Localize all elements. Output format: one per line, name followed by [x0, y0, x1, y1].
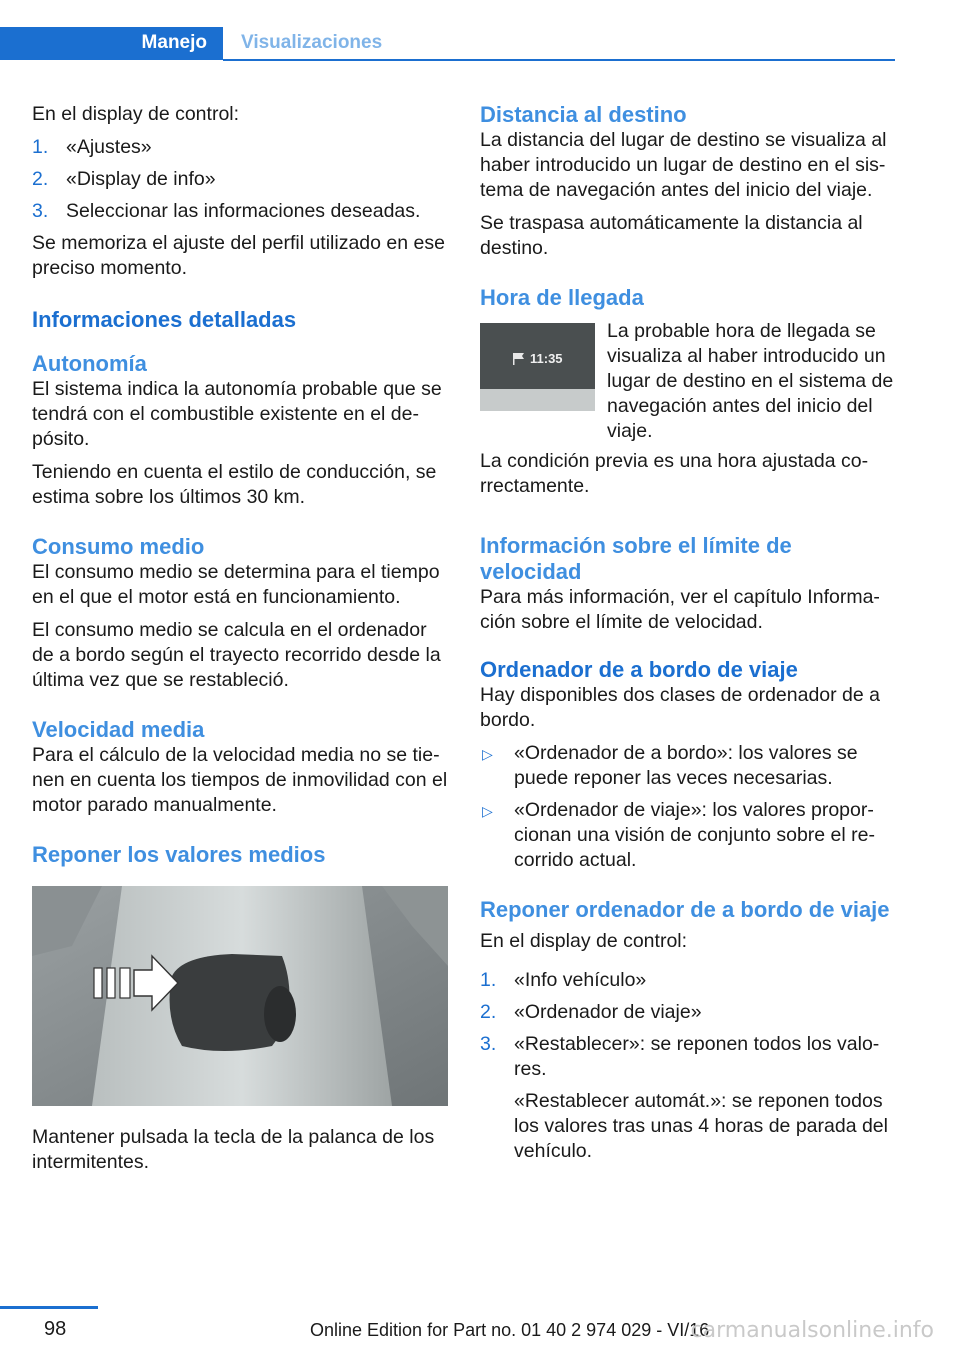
list-item — [480, 1032, 896, 1082]
intro-text: En el display de control: — [480, 930, 688, 952]
list-item — [480, 741, 896, 791]
intro-text: En el display de control: — [32, 103, 240, 125]
subheading-consumo: Consumo medio — [32, 534, 205, 559]
subheading-hora: Hora de llegada — [480, 285, 644, 310]
paragraph: El consumo medio se calcula en el ordenador de a bordo según el trayecto recorrido desde la última vez que se restableció. — [32, 619, 441, 691]
subheading-distancia: Distancia al destino — [480, 102, 687, 127]
paragraph: El consumo medio se determina para el tiempo en el que el motor está en funcionamiento. — [32, 561, 440, 608]
triangle-bullet-icon: ▷ — [482, 746, 493, 762]
paragraph: Para el cálculo de la velocidad media no se tie‐nen en cuenta los tiempos de inmovilidad con el motor parado manualmente. — [32, 744, 448, 816]
paragraph: Para más información, ver el capítulo Informa‐ción sobre el límite de velocidad. — [480, 586, 880, 633]
turn-signal-lever-illustration — [32, 886, 448, 1106]
footer-rule — [0, 1306, 98, 1309]
paragraph: Se traspasa automáticamente la distancia al destino. — [480, 212, 863, 259]
bullet-text: «Ordenador de a bordo»: los valores se puede reponer las veces necesarias. — [514, 742, 858, 789]
step-text: Seleccionar las informaciones deseadas. — [66, 200, 421, 222]
watermark: carmanualsonline.info — [690, 1318, 934, 1343]
bullet-text: «Ordenador de viaje»: los valores propor‐cionan una visión de conjunto sobre el re‐corrido actual. — [514, 799, 875, 871]
list-item — [480, 798, 896, 873]
section-heading-ordenador: Ordenador de a bordo de viaje — [480, 657, 798, 682]
triangle-bullet-icon: ▷ — [482, 803, 493, 819]
paragraph: La probable hora de llegada se visualiza al haber introducido un lugar de destino en el sistema de navegación antes del inicio del viaje. — [607, 320, 894, 442]
paragraph: Mantener pulsada la tecla de la palanca de los intermitentes. — [32, 1126, 435, 1173]
step-number: 2. — [32, 168, 49, 190]
paragraph: La condición previa es una hora ajustada co‐rrectamente. — [480, 450, 869, 497]
tab-manejo[interactable] — [0, 27, 223, 60]
right-column — [480, 102, 896, 1172]
subheading-limite: Información sobre el límite de velocidad — [480, 533, 792, 584]
steps-list — [32, 135, 448, 224]
subheading-reponer-ordenador: Reponer ordenador de a bordo de viaje — [480, 897, 890, 922]
step-text: «Display de info» — [66, 168, 216, 190]
tab-manejo-label: Manejo — [141, 32, 207, 53]
subheading-reponer: Reponer los valores medios — [32, 842, 326, 867]
section-heading-detalladas: Informaciones detalladas — [32, 307, 297, 332]
step-text: «Info vehículo» — [514, 969, 647, 991]
paragraph: Teniendo en cuenta el estilo de conducción, se estima sobre los últimos 30 km. — [32, 461, 437, 508]
steps-list — [480, 968, 896, 1082]
list-item — [32, 167, 448, 192]
subheading-autonomia: Autonomía — [32, 351, 147, 376]
step-number: 2. — [480, 1001, 497, 1023]
paragraph: Hay disponibles dos clases de ordenador de a bordo. — [480, 684, 881, 731]
step-number: 3. — [32, 200, 49, 222]
paragraph: El sistema indica la autonomía probable que se tendrá con el combustible existente en el de‐pósito. — [32, 378, 442, 450]
step-text: «Ordenador de viaje» — [514, 1001, 702, 1023]
step-number: 1. — [32, 136, 49, 158]
header-rule — [223, 59, 895, 61]
paragraph: «Restablecer automát.»: se reponen todos los valores tras unas 4 horas de parada del vehículo. — [514, 1090, 888, 1162]
arrival-time-block — [480, 319, 896, 449]
arrival-time-display-illustration — [480, 323, 595, 411]
bullet-list — [480, 741, 896, 873]
step-text: «Restablecer»: se reponen todos los valo‐res. — [514, 1033, 880, 1080]
step-text: «Ajustes» — [66, 136, 152, 158]
list-item — [480, 968, 896, 993]
list-item — [480, 1000, 896, 1025]
profile-note: Se memoriza el ajuste del perfil utilizado en ese preciso momento. — [32, 232, 445, 279]
subheading-velocidad: Velocidad media — [32, 717, 205, 742]
step-number: 1. — [480, 969, 497, 991]
list-item — [32, 135, 448, 160]
edition-text: Online Edition for Part no. 01 40 2 974 029 - VI/16 — [310, 1320, 710, 1340]
tab-visualizaciones[interactable]: Visualizaciones — [241, 32, 383, 53]
clock-time-text: 11:35 — [530, 351, 563, 366]
page-header — [0, 27, 895, 60]
step-number: 3. — [480, 1033, 497, 1055]
left-column — [32, 102, 448, 1183]
paragraph: La distancia del lugar de destino se visualiza al haber introducido un lugar de destino en el sis‐tema de navegación antes del inicio del viaje. — [480, 129, 887, 201]
page-number: 98 — [44, 1318, 67, 1340]
list-item — [32, 199, 448, 224]
